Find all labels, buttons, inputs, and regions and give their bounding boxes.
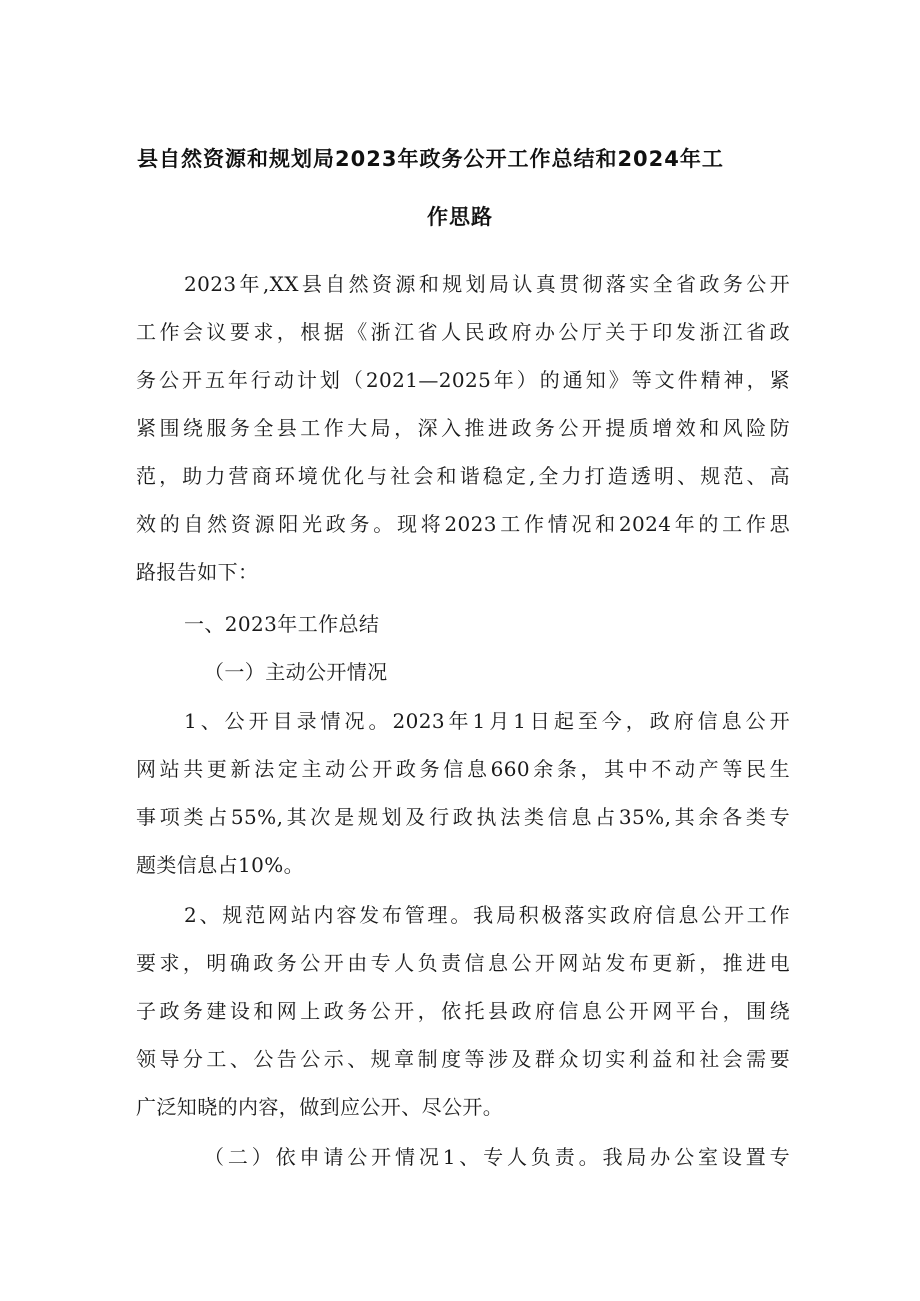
paragraph-3-line-2: 要求，明确政务公开由专人负责信息公开网站发布更新，推进电	[136, 951, 790, 975]
paragraph-1-line-2: 工作会议要求，根据《浙江省人民政府办公厅关于印发浙江省政	[136, 320, 790, 344]
paragraph-3-line-3: 子政务建设和网上政务公开，依托县政府信息公开网平台，围绕	[136, 999, 790, 1023]
paragraph-2-line-3: 事项类占55%,其次是规划及行政执法类信息占35%,其余各类专	[136, 805, 790, 829]
section-heading-1: 一、2023年工作总结	[184, 612, 380, 636]
paragraph-3-line-1: 2、规范网站内容发布管理。我局积极落实政府信息公开工作	[184, 903, 790, 927]
paragraph-2-line-1: 1、公开目录情况。2023年1月1日起至今，政府信息公开	[184, 709, 790, 733]
subsection-heading-1: （一）主动公开情况	[204, 660, 388, 684]
paragraph-2-line-2: 网站共更新法定主动公开政务信息660余条，其中不动产等民生	[136, 757, 790, 781]
paragraph-1-line-7: 路报告如下：	[136, 560, 259, 584]
paragraph-3-line-4: 领导分工、公告公示、规章制度等涉及群众切实利益和社会需要	[136, 1047, 790, 1071]
paragraph-1-line-4: 紧围绕服务全县工作大局，深入推进政务公开提质增效和风险防	[136, 416, 790, 440]
paragraph-4-line-1: （二）依申请公开情况1、专人负责。我局办公室设置专	[204, 1145, 790, 1169]
paragraph-3-line-5: 广泛知晓的内容，做到应公开、尽公开。	[136, 1095, 504, 1119]
paragraph-2-line-4: 题类信息占10%。	[136, 853, 305, 877]
document-title-line-1: 县自然资源和规划局2023年政务公开工作总结和2024年工	[137, 147, 724, 171]
paragraph-1-line-3: 务公开五年行动计划（2021—2025年）的通知》等文件精神，紧	[136, 368, 790, 392]
paragraph-1-line-5: 范，助力营商环境优化与社会和谐稳定,全力打造透明、规范、高	[136, 464, 790, 488]
paragraph-1-line-1: 2023年,XX县自然资源和规划局认真贯彻落实全省政务公开	[184, 272, 790, 296]
document-title-line-2: 作思路	[427, 205, 493, 229]
paragraph-1-line-6: 效的自然资源阳光政务。现将2023工作情况和2024年的工作思	[136, 512, 790, 536]
